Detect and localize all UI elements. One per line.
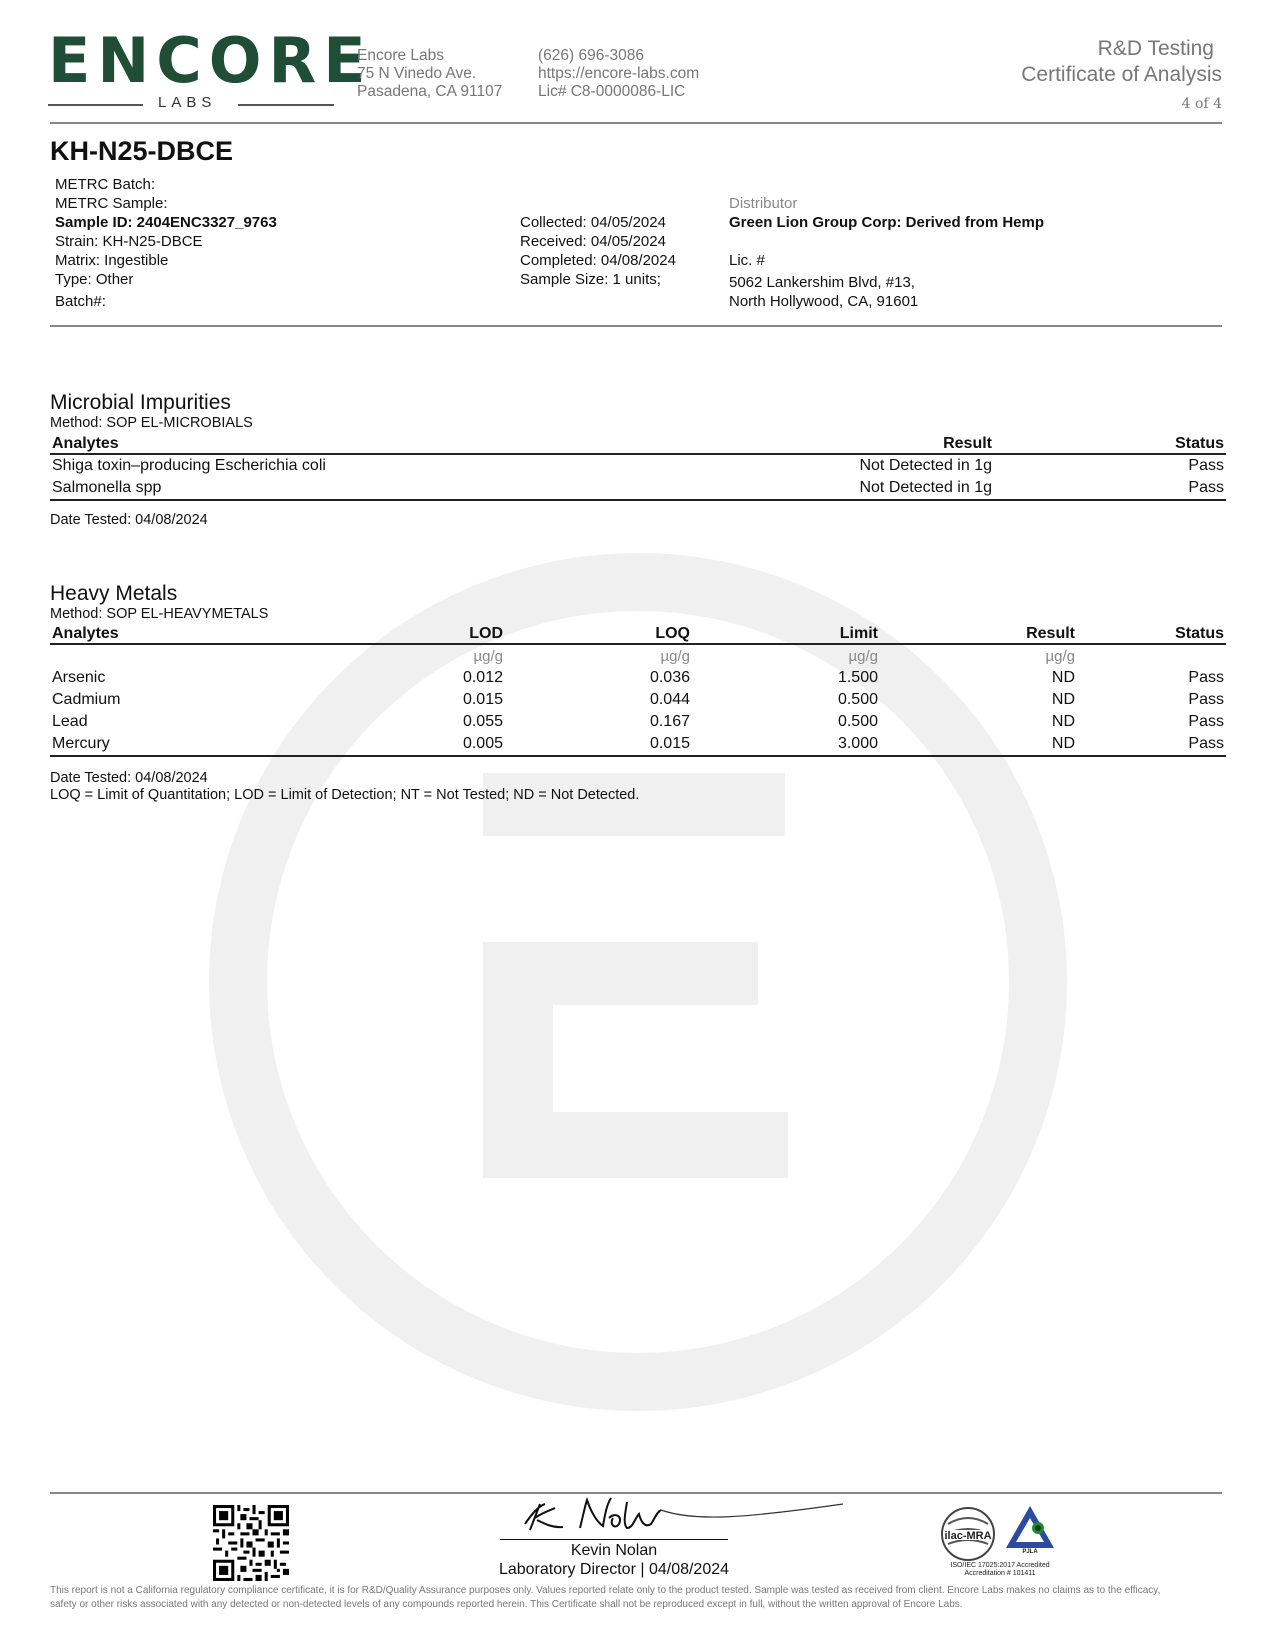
analyte-loq: 0.036 (649, 669, 690, 686)
accreditation-standard: ISO/IEC 17025:2017 Accredited (950, 1562, 1050, 1569)
unit-blank (50, 644, 455, 667)
logo-wordmark: ENCORE (48, 24, 373, 97)
svg-text:PJLA: PJLA (1022, 1549, 1038, 1554)
qr-code (213, 1505, 289, 1581)
product-name: KH-N25-DBCE (50, 136, 234, 166)
lab-website: https://encore-labs.com (538, 65, 700, 82)
analyte-status: Pass (1188, 691, 1224, 708)
doc-title-line2: Certificate of Analysis (1021, 63, 1222, 86)
analyte-result: ND (1051, 691, 1075, 708)
unit-limit: µg/g (848, 647, 878, 665)
lab-city: Pasadena, CA 91107 (357, 83, 503, 100)
table-row (50, 477, 1226, 500)
microbial-title: Microbial Impurities (50, 391, 231, 414)
units-row (50, 644, 1226, 667)
lab-street: 75 N Vinedo Ave. (357, 65, 477, 82)
ilac-mra-logo (940, 1506, 996, 1562)
sample-id: Sample ID: 2404ENC3327_9763 (55, 214, 277, 231)
distributor-info (729, 194, 1044, 311)
analyte-lod: 0.005 (455, 733, 505, 756)
lab-name: Encore Labs (357, 47, 445, 64)
accreditation-number: Accreditation # 101411 (964, 1570, 1036, 1577)
sample-strain: Strain: KH-N25-DBCE (55, 233, 203, 250)
table-row (50, 454, 1226, 477)
analyte-loq: 0.044 (649, 691, 690, 708)
heavy-metals-method: Method: SOP EL-HEAVYMETALS (50, 606, 269, 622)
sample-divider (50, 325, 1222, 327)
table-header (50, 623, 1226, 644)
unit-blank (1077, 644, 1226, 667)
sample-matrix: Matrix: Ingestible (55, 252, 169, 269)
distributor-address-2: North Hollywood, CA, 91601 (729, 293, 919, 310)
col-status: Status (994, 433, 1226, 454)
microbial-date-tested: Date Tested: 04/08/2024 (50, 512, 208, 528)
unit-lod: µg/g (473, 647, 503, 665)
lab-license: Lic# C8-0000086-LIC (538, 83, 686, 100)
table-row (50, 689, 1226, 711)
collected-date: Collected: 04/05/2024 (520, 214, 666, 231)
heavy-metals-date-tested: Date Tested: 04/08/2024 (50, 770, 208, 786)
distributor-label: Distributor (729, 195, 798, 212)
table-row (50, 733, 1226, 756)
col-analytes: Analytes (50, 433, 550, 454)
signature-line (500, 1539, 728, 1540)
table-header (50, 433, 1226, 454)
header-divider (50, 122, 1222, 124)
logo-sub-row (48, 94, 334, 114)
analyte-limit: 0.500 (837, 691, 878, 708)
sample-batch: Batch#: (55, 293, 106, 310)
sample-info (55, 175, 277, 311)
analyte-lod: 0.012 (462, 669, 503, 686)
analyte-limit: 1.500 (837, 669, 878, 686)
accreditation-text (940, 1562, 1060, 1578)
sample-type: Type: Other (55, 271, 134, 288)
col-status: Status (1077, 623, 1226, 644)
col-result: Result (880, 623, 1077, 644)
analyte-status: Pass (1188, 669, 1224, 686)
col-limit: Limit (692, 623, 880, 644)
microbial-table (50, 433, 1226, 501)
received-date: Received: 04/05/2024 (520, 233, 666, 250)
analyte-status: Pass (1188, 713, 1224, 730)
analyte-loq: 0.167 (649, 713, 690, 730)
signature (505, 1494, 850, 1540)
analyte-result: Not Detected in 1g (859, 457, 992, 474)
analyte-name: Mercury (50, 733, 455, 756)
analyte-status: Pass (994, 477, 1226, 500)
analyte-result: Not Detected in 1g (550, 477, 994, 500)
col-lod: LOD (455, 623, 505, 644)
unit-loq: µg/g (660, 647, 690, 665)
lab-contact (538, 47, 699, 101)
metrc-batch: METRC Batch: (55, 176, 156, 193)
col-loq: LOQ (505, 623, 692, 644)
analyte-limit: 0.500 (837, 713, 878, 730)
analyte-status: Pass (1077, 733, 1226, 756)
analyte-lod: 0.015 (462, 691, 503, 708)
disclaimer: This report is not a California regulatory compliance certificate, it is for R&D/Quality Assurance purposes only. Values reported relate only to the product tested. Sample was tested as received from client. Encore Labs makes no claims as to the efficacy, safety or other risks associated with any detected or non-detected levels of any compounds reported herein. This Certificate shall not be reproduced except in full, without the written approval of Encore Labs. (50, 1585, 1161, 1610)
analyte-lod: 0.055 (462, 713, 503, 730)
pjla-logo (1004, 1504, 1056, 1554)
completed-date: Completed: 04/08/2024 (520, 252, 676, 269)
analyte-name: Lead (52, 713, 88, 730)
col-analytes: Analytes (50, 623, 455, 644)
logo-subword: LABS (158, 94, 217, 111)
signer-name: Kevin Nolan (570, 1542, 658, 1559)
doc-title (1021, 36, 1222, 112)
analyte-name: Cadmium (52, 691, 121, 708)
analyte-result: ND (880, 733, 1077, 756)
heavy-metals-title: Heavy Metals (50, 582, 178, 605)
analyte-name: Arsenic (52, 669, 106, 686)
analyte-loq: 0.015 (505, 733, 692, 756)
signer-title: Laboratory Director | 04/08/2024 (498, 1561, 730, 1578)
doc-title-line1: R&D Testing (1097, 37, 1214, 60)
svg-text:ilac-MRA: ilac-MRA (944, 1530, 992, 1542)
analyte-result: ND (1051, 669, 1075, 686)
heavy-metals-table (50, 623, 1226, 757)
abbreviation-legend: LOQ = Limit of Quantitation; LOD = Limit of Detection; NT = Not Tested; ND = Not Detected. (50, 787, 640, 803)
distributor-address-1: 5062 Lankershim Blvd, #13, (729, 274, 915, 291)
lab-address (357, 47, 502, 101)
metrc-sample: METRC Sample: (55, 195, 168, 212)
analyte-status: Pass (1188, 457, 1224, 474)
table-row (50, 711, 1226, 733)
col-result: Result (550, 433, 994, 454)
analyte-name: Shiga toxin–producing Escherichia coli (52, 457, 326, 474)
distributor-name: Green Lion Group Corp: Derived from Hemp (729, 214, 1045, 231)
lab-phone: (626) 696-3086 (538, 47, 644, 64)
distributor-license: Lic. # (729, 252, 765, 269)
table-row (50, 667, 1226, 689)
sample-dates (520, 213, 676, 289)
encore-labs-logo (48, 24, 373, 111)
analyte-limit: 3.000 (692, 733, 880, 756)
microbial-method: Method: SOP EL-MICROBIALS (50, 415, 253, 431)
sample-size: Sample Size: 1 units; (520, 271, 661, 288)
unit-result: µg/g (1045, 647, 1075, 665)
analyte-name: Salmonella spp (50, 477, 550, 500)
analyte-result: ND (1051, 713, 1075, 730)
page-number: 4 of 4 (1181, 96, 1222, 112)
